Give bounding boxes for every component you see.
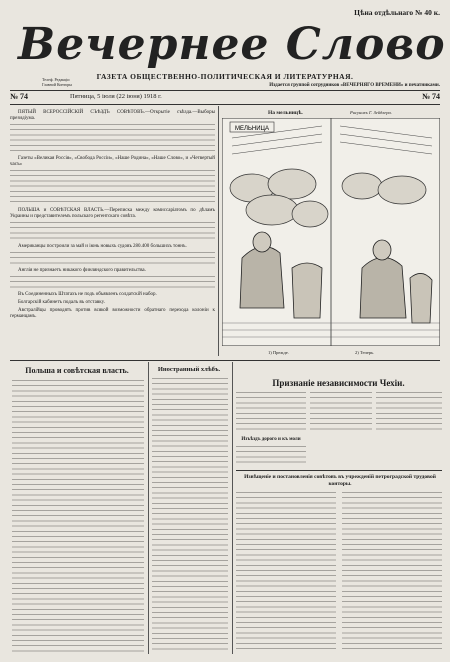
summary-item: Американцы построили за май и іюнь новыхъ судовъ 280.400 большихъ тоннъ. [18,244,187,249]
summary-item: Англія не признаетъ никакого финляндского правительства. [18,268,146,273]
issue-number-right: № 74 [421,92,440,101]
illegible-text [10,276,215,290]
article-title-grain: Иностранный хлѣбъ. [157,366,221,373]
divider [10,360,440,361]
article-body-poland [12,380,144,652]
divider [10,90,440,91]
article-body-czech [376,392,442,432]
summary-item: Болгарскій кабинетъ подалъ въ отставку. [18,300,105,305]
issue-price: Цѣна отдѣльнаго № 40 к. [354,8,440,17]
illegible-text [10,170,215,206]
article-body-soviets [236,492,336,652]
summary-item: Газеты «Великая Россія», «Свобода Россіи», «Наше Родина», «Наше Слово», и «Четвертый часъ» [10,156,215,167]
phone-line-editorial: Телеф. Редакціи [42,77,70,82]
summary-item: Въ Соединенныхъ Штатахъ не подъ объявленъ солдатскій набор. [18,292,157,297]
dateline [10,92,440,104]
issue-date: Пятница, 5 іюля (22 іюня) 1918 г. [70,93,162,100]
cartoon-label-after: 2) Теперь. [355,350,375,355]
article-body-soviets [342,492,442,652]
masthead-tagline: Издается группой сотрудников «ВЕЧЕРНЯГО ВРЕМЕНИ» и печатниками. [269,83,440,88]
column-rule [148,362,149,654]
cartoon-caption: На мельницѣ. [268,110,303,116]
mill-sign: МЕЛЬНИЦА [235,126,269,132]
cartoon-illustration [222,118,440,346]
divider [236,470,442,471]
illegible-text [10,252,215,266]
phone-line-office: Главной Конторы [42,81,72,87]
news-summary [10,110,215,322]
cartoon-author: Рисунокъ Г. Зейдлера. [350,110,392,115]
article-body-grain [152,378,228,652]
divider [10,104,440,105]
column-rule [218,106,219,356]
illegible-text [10,222,215,242]
article-title-poland: Польша и совѣтская власть. [25,366,129,375]
masthead-title: Вечернее Слово [18,19,446,70]
summary-item: ПЯТЫЙ ВСЕРОССІЙСКІЙ СЪѢЗДЪ СОВѢТОВЪ.—Открытіе съѣзда.—Выборы президіума. [10,110,215,121]
illegible-text [10,124,215,154]
article-body-czech [236,392,306,432]
summary-item: Австралійцы проводятъ против всякой возможности обратнаго перехода колоніи к германцамъ. [10,308,215,319]
article-title-czech: Признаніе независимости Чехіи. [272,378,405,388]
masthead-subtitle: ГАЗЕТА ОБЩЕСТВЕННО-ПОЛИТИЧЕСКАЯ И ЛИТЕРАТУРНАЯ. [96,72,354,81]
article-title-road: Изъѣздъ дорого и къ моли [241,437,301,442]
article-title-soviets: Извѣщеніе и постановленія совѣтовъ въ учрежденій петроградской трудовой конторы. [244,474,436,487]
cartoon-label-before: 1) Прежде. [268,350,289,355]
issue-number-left: № 74 [10,92,29,101]
article-body-road [236,446,306,466]
column-rule [232,362,233,654]
article-body-czech [310,392,372,432]
summary-item: ПОЛЬША и СОВѢТСКАЯ ВЛАСТЬ.—Переписка между комиссаріатомъ по дѣламъ Украины и представителемъ польскаго регентскаго совѣта. [10,208,215,219]
